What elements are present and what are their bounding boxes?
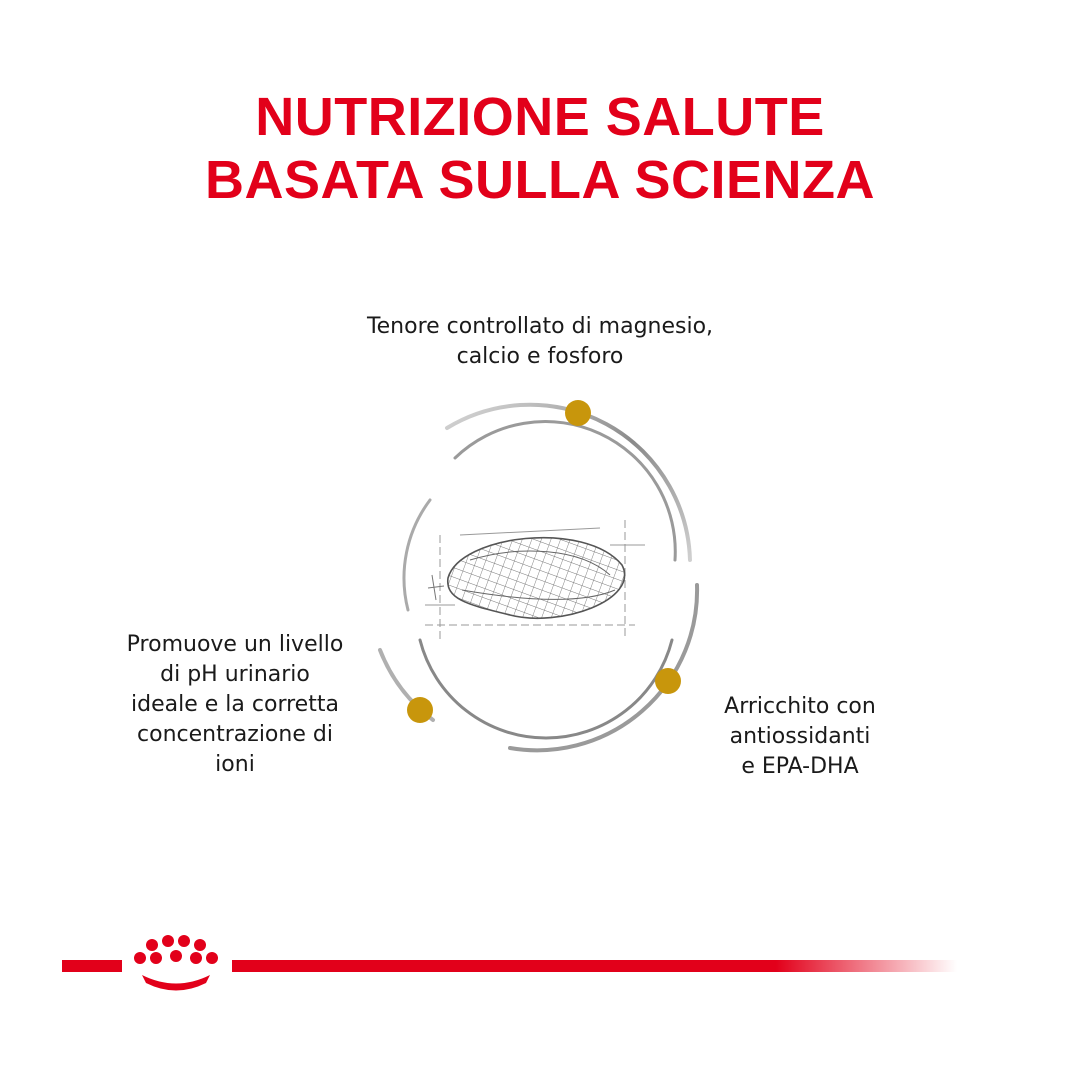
benefit-top-line-1: Tenore controllato di magnesio, [366, 314, 714, 339]
title-line-1: NUTRIZIONE SALUTE [255, 87, 825, 147]
benefit-left [90, 630, 380, 780]
marker-dot-left [407, 697, 433, 723]
benefit-left-line-4: concentrazione di [137, 722, 333, 747]
footer-bar-left [62, 960, 122, 972]
benefit-left-line-1: Promuove un livello [126, 632, 344, 657]
benefit-left-line-2: di pH urinario [160, 662, 310, 687]
benefit-top [340, 312, 740, 372]
benefit-right-line-2: antiossidanti [729, 724, 871, 749]
benefit-left-line-3: ideale e la corretta [131, 692, 339, 717]
kibble-sketch-icon [425, 520, 645, 640]
title-line-2: BASATA SULLA SCIENZA [205, 150, 875, 210]
marker-dot-top [565, 400, 591, 426]
footer-bar-right [232, 960, 957, 972]
brand-footer [0, 930, 1080, 1000]
benefit-right-line-3: e EPA-DHA [741, 754, 859, 779]
benefit-right-line-1: Arricchito con [724, 694, 876, 719]
benefit-top-line-2: calcio e fosforo [456, 344, 624, 369]
benefit-right [690, 692, 910, 782]
marker-dot-right [655, 668, 681, 694]
royal-canin-crown-logo [134, 935, 218, 991]
benefit-left-line-5: ioni [215, 752, 255, 777]
